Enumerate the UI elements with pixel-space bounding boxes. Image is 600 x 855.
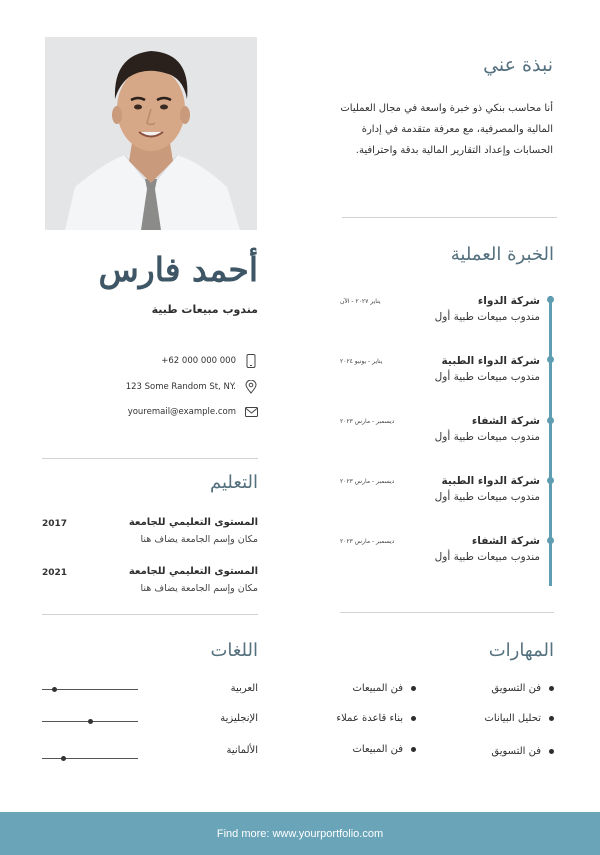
languages-title: اللغات	[210, 640, 258, 661]
experience-item	[340, 475, 540, 511]
experience-role: مندوب مبيعات طبية أول	[434, 371, 540, 383]
language-level-bar	[42, 689, 138, 690]
profile-role: مندوب مبيعات طبية	[151, 303, 258, 316]
education-year: 2017	[42, 519, 68, 529]
bullet-icon	[549, 686, 554, 691]
experience-date: ديسمبر - مارس ٢٠٢٣	[340, 538, 395, 545]
experience-date: ديسمبر - مارس ٢٠٢٣	[340, 478, 395, 485]
bullet-icon	[411, 716, 416, 721]
experience-item	[340, 355, 540, 391]
language-level-bar	[42, 721, 138, 722]
education-year: 2021	[42, 568, 68, 578]
language-name: العربية	[230, 683, 258, 694]
timeline-dot	[547, 537, 554, 544]
bullet-icon	[549, 749, 554, 754]
footer-link[interactable]: Find more: www.yourportfolio.com	[216, 827, 384, 840]
experience-item	[340, 295, 540, 331]
education-title: التعليم	[210, 472, 258, 493]
email-text: youremail@example.com	[127, 407, 236, 417]
language-level-bar	[42, 758, 138, 759]
skill-item	[491, 683, 554, 694]
divider	[340, 612, 554, 613]
experience-item	[340, 415, 540, 451]
skill-item	[336, 713, 416, 724]
education-degree: المستوى التعليمي للجامعة	[128, 517, 258, 528]
profile-photo	[45, 37, 257, 230]
divider	[42, 614, 258, 615]
timeline-dot	[547, 477, 554, 484]
timeline-dot	[547, 356, 554, 363]
experience-date: يناير - يونيو ٢٠٢٤	[340, 358, 383, 365]
skill-label: تحليل البيانات	[484, 713, 541, 724]
skill-label: فن المبيعات	[352, 744, 403, 755]
skill-label: بناء قاعدة عملاء	[336, 713, 403, 724]
divider	[342, 217, 557, 218]
skill-label: فن التسويق	[491, 746, 541, 757]
phone-icon	[244, 354, 258, 368]
bullet-icon	[549, 716, 554, 721]
experience-role: مندوب مبيعات طبية أول	[434, 431, 540, 443]
experience-company: شركة الدواء الطبية	[441, 355, 540, 367]
skill-item	[353, 683, 417, 694]
experience-role: مندوب مبيعات طبية أول	[434, 311, 540, 323]
education-degree: المستوى التعليمي للجامعة	[128, 566, 258, 577]
experience-company: شركة الدواء الطبية	[441, 475, 540, 487]
language-level-knob	[88, 719, 93, 724]
language-name: الإنجليزية	[220, 713, 258, 724]
skill-item	[353, 744, 417, 755]
experience-title: الخبرة العملية	[450, 244, 554, 265]
divider	[42, 458, 258, 459]
contact-address	[60, 379, 258, 395]
contact-phone	[60, 353, 258, 369]
bullet-icon	[411, 686, 416, 691]
education-place: مكان وإسم الجامعة يضاف هنا	[140, 534, 258, 545]
skill-label: فن التسويق	[491, 683, 541, 694]
experience-role: مندوب مبيعات طبية أول	[434, 551, 540, 563]
timeline-dot	[547, 296, 554, 303]
about-title: نبذة عني	[483, 54, 553, 76]
skill-item	[485, 713, 554, 724]
email-icon	[244, 405, 258, 419]
address-text: 123 Some Random St, NY.	[125, 382, 236, 392]
about-text: أنا محاسب بنكي ذو خبرة واسعة في مجال العمليات المالية والمصرفية، مع معرفة متقدمة في إدارة الحسابات وإعداد التقارير المالية بدقة واحترافية.	[340, 103, 553, 156]
language-name: الألمانية	[226, 745, 258, 756]
experience-date: يناير ٢٠٢٧ - الآن	[340, 298, 381, 305]
education-place: مكان وإسم الجامعة يضاف هنا	[140, 583, 258, 594]
bullet-icon	[411, 747, 416, 752]
education-item	[42, 566, 258, 606]
skills-title: المهارات	[488, 640, 554, 661]
timeline-dot	[547, 417, 554, 424]
language-level-knob	[61, 756, 66, 761]
education-item	[42, 517, 258, 557]
experience-company: شركة الشفاء	[471, 415, 540, 427]
phone-text: +62 000 000 000	[161, 356, 236, 366]
profile-name: أحمد فارس	[98, 250, 258, 289]
skill-label: فن المبيعات	[352, 683, 403, 694]
experience-company: شركة الشفاء	[471, 535, 540, 547]
skill-item	[491, 746, 554, 757]
portrait-image	[45, 37, 257, 230]
contact-email	[60, 404, 258, 420]
footer-bar	[0, 812, 600, 855]
experience-item	[340, 535, 540, 571]
language-level-knob	[52, 687, 57, 692]
experience-company: شركة الدواء	[477, 295, 540, 307]
location-icon	[244, 380, 258, 394]
experience-date: ديسمبر - مارس ٢٠٢٣	[340, 418, 395, 425]
experience-role: مندوب مبيعات طبية أول	[434, 491, 540, 503]
